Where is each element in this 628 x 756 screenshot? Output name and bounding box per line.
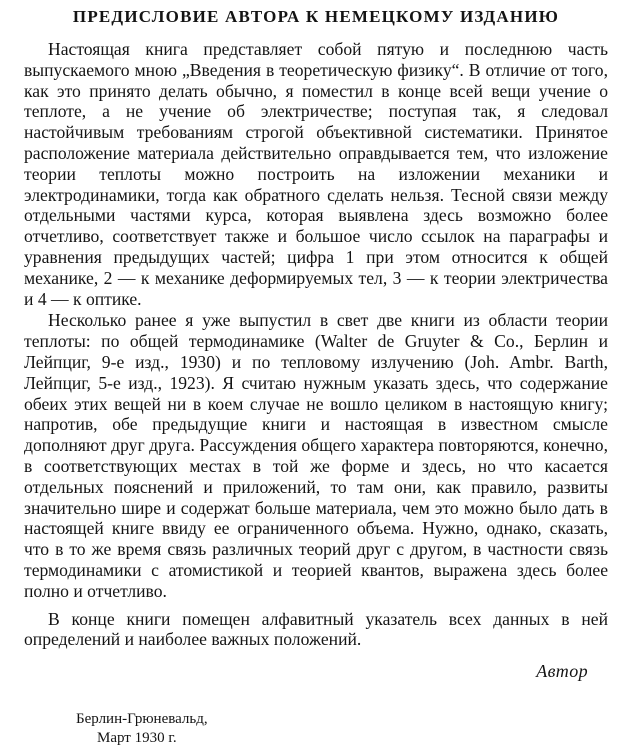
author-signature: Автор	[536, 661, 588, 682]
paragraph-intro: Настоящая книга представляет собой пятую и последнюю часть выпускаемого мною „Введения в теоретическую физику“. В отличие от того, как это принято делать обычно, я поместил в конце всей вещи учение о теплоте, а не учение об электричестве; поступая так, я следовал настойчивым требованиям строгой объективной систематики. Принятое расположение материала действительно оправдывается тем, что изложение теории теплоты можно построить на изложении механики и электродинамики, тогда как обратного сделать нельзя. Тесной связи между отдельными частями курса, которая выявлена здесь возможно более отчетливо, соответствует также и большое число ссылок на параграфы и уравнения предыдущих частей; цифра 1 при этом относится к общей механике, 2 — к механике деформируемых тел, 3 — к теории электричества и 4 — к оптике.	[24, 39, 608, 309]
paragraph-index: В конце книги помещен алфавитный указатель всех данных в ней определений и наиболее важных положений.	[24, 608, 608, 650]
place-and-date	[76, 710, 208, 748]
date-line: Март 1930 г.	[97, 730, 177, 746]
place-line: Берлин-Грюневальд,	[76, 711, 208, 727]
paragraph-previous-books: Несколько ранее я уже выпустил в свет две книги из области теории теплоты: по общей термодинамике (Walter de Gruyter & Co., Берлин и Лейпциг, 9-е изд., 1930) и по тепловому излучению (Joh. Ambr. Barth, Лейпциг, 5-е изд., 1923). Я считаю нужным указать здесь, что содержание обеих этих вещей ни в коем случае не вошло целиком в настоящую книгу; напротив, обе предыдущие книги и настоящая в известном смысле дополняют друг друга. Рассуждения общего характера повторяются, конечно, в соответствующих местах в той же форме и здесь, но что касается отдельных пояснений и приложений, то там они, как правило, развиты значительно шире и содержат больше материала, чем это можно было дать в настоящей книге ввиду ее ограниченного объема. Нужно, однако, сказать, что в то же время связь различных теорий друг с другом, в частности связь термодинамики с атомистикой и теорией квантов, выражена здесь более полно и отчетливо.	[24, 310, 608, 601]
page-title: ПРЕДИСЛОВИЕ АВТОРА К НЕМЕЦКОМУ ИЗДАНИЮ	[72, 7, 560, 26]
